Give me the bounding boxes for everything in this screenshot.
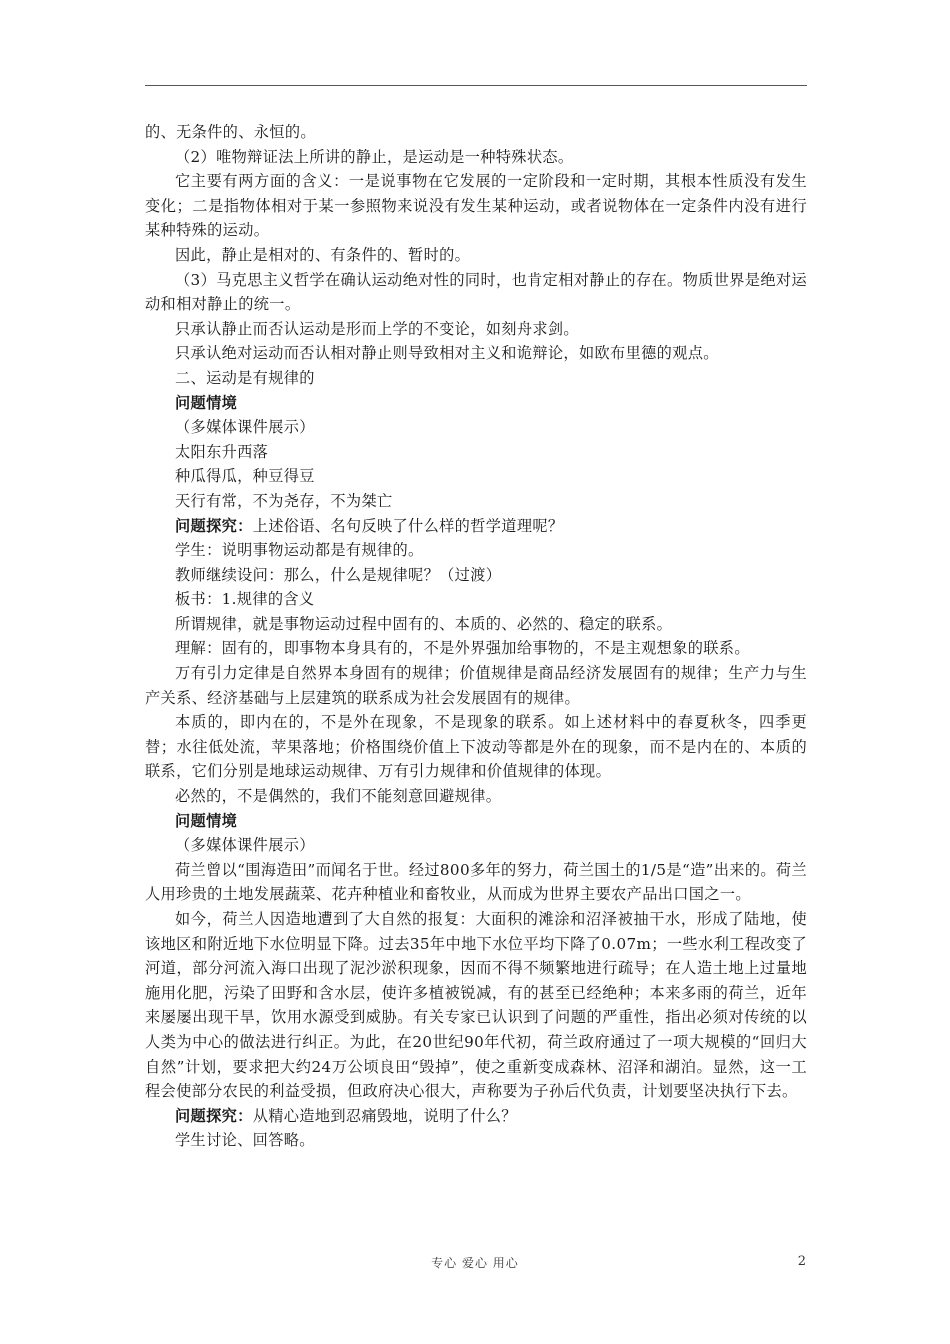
paragraph: 如今，荷兰人因造地遭到了大自然的报复：大面积的滩涂和沼泽被抽干水，形成了陆地，使该地区和附近地下水位明显下降。过去35年中地下水位平均下降了0.07m；一些水利工程改变了河道，部分河流入海口出现了泥沙淤积现象，因而不得不频繁地进行疏导；在人造土地上过量地施用化肥，污染了田野和含水层，使许多植被锐减，有的甚至已经绝种；本来多雨的荷兰，近年来屡屡出现干旱，饮用水源受到威胁。有关专家已认识到了问题的严重性，指出必须对传统的以人类为中心的做法进行纠正。为此，在20世纪90年代初，荷兰政府通过了一项大规模的“回归大自然”计划，要求把大约24万公顷良田“毁掉”，使之重新变成森林、沼泽和湖泊。显然，这一工程会使部分农民的利益受损，但政府决心很大，声称要为子孙后代负责，计划要坚决执行下去。 — [145, 910, 807, 1101]
document-body — [145, 120, 807, 1153]
paragraph: （多媒体课件展示） — [175, 418, 315, 437]
paragraph: 荷兰曾以“围海造田”而闻名于世。经过800多年的努力，荷兰国土的1/5是“造”出来的。荷兰人用珍贵的土地发展蔬菜、花卉种植业和畜牧业，从而成为世界主要农产品出口国之一。 — [145, 860, 807, 904]
paragraph: （3）马克思主义哲学在确认运动绝对性的同时，也肯定相对静止的存在。物质世界是绝对运动和相对静止的统一。 — [145, 270, 807, 314]
paragraph: 必然的，不是偶然的，我们不能刻意回避规律。 — [175, 787, 502, 806]
paragraph: 的、无条件的、永恒的。 — [145, 123, 316, 141]
page-number: 2 — [797, 1254, 806, 1269]
paragraph: 太阳东升西落 — [175, 442, 269, 461]
paragraph: 本质的，即内在的，不是外在现象，不是现象的联系。如上述材料中的春夏秋冬，四季更替；水往低处流，苹果落地；价格围绕价值上下波动等都是外在的现象，而不是内在的、本质的联系，它们分别是地球运动规律、万有引力规律和价值规律的体现。 — [145, 713, 807, 781]
question-paragraph: 问题探究：上述俗语、名句反映了什么样的哲学道理呢？ — [175, 516, 564, 535]
paragraph: 天行有常，不为尧存，不为桀亡 — [175, 491, 393, 510]
header-rule — [145, 85, 807, 86]
paragraph: 板书：1.规律的含义 — [175, 590, 315, 609]
section-heading: 二、运动是有规律的 — [175, 368, 315, 387]
paragraph: 因此，静止是相对的、有条件的、暂时的。 — [175, 245, 471, 264]
paragraph: 只承认静止而否认运动是形而上学的不变论，如刻舟求剑。 — [175, 319, 579, 338]
paragraph: 学生讨论、回答略。 — [175, 1131, 315, 1150]
bold-heading: 问题情境 — [175, 811, 238, 830]
paragraph: （多媒体课件展示） — [175, 836, 315, 855]
paragraph: 种瓜得瓜，种豆得豆 — [175, 467, 315, 486]
paragraph: 理解：固有的，即事物本身具有的，不是外界强加给事物的，不是主观想象的联系。 — [175, 639, 750, 658]
paragraph: 学生：说明事物运动都是有规律的。 — [175, 541, 424, 560]
paragraph: 只承认绝对运动而否认相对静止则导致相对主义和诡辩论，如欧布里德的观点。 — [175, 344, 719, 363]
paragraph: 万有引力定律是自然界本身固有的规律；价值规律是商品经济发展固有的规律；生产力与生产关系、经济基础与上层建筑的联系成为社会发展固有的规律。 — [145, 664, 807, 707]
question-label: 问题探究： — [175, 516, 253, 535]
footer-slogan: 专心 爱心 用心 — [431, 1256, 519, 1270]
paragraph: （2）唯物辩证法上所讲的静止，是运动是一种特殊状态。 — [175, 147, 574, 166]
bold-heading: 问题情境 — [175, 393, 238, 412]
page-footer — [0, 1254, 950, 1274]
question-paragraph: 问题探究：从精心造地到忍痛毁地，说明了什么？ — [175, 1106, 517, 1125]
paragraph: 教师继续设问：那么，什么是规律呢？（过渡） — [175, 565, 502, 584]
paragraph: 所谓规律，就是事物运动过程中固有的、本质的、必然的、稳定的联系。 — [175, 614, 673, 633]
paragraph: 它主要有两方面的含义：一是说事物在它发展的一定阶段和一定时期，其根本性质没有发生变化；二是指物体相对于某一参照物来说没有发生某种运动，或者说物体在一定条件内没有进行某种特殊的运动。 — [145, 172, 807, 240]
question-label: 问题探究： — [175, 1106, 253, 1125]
